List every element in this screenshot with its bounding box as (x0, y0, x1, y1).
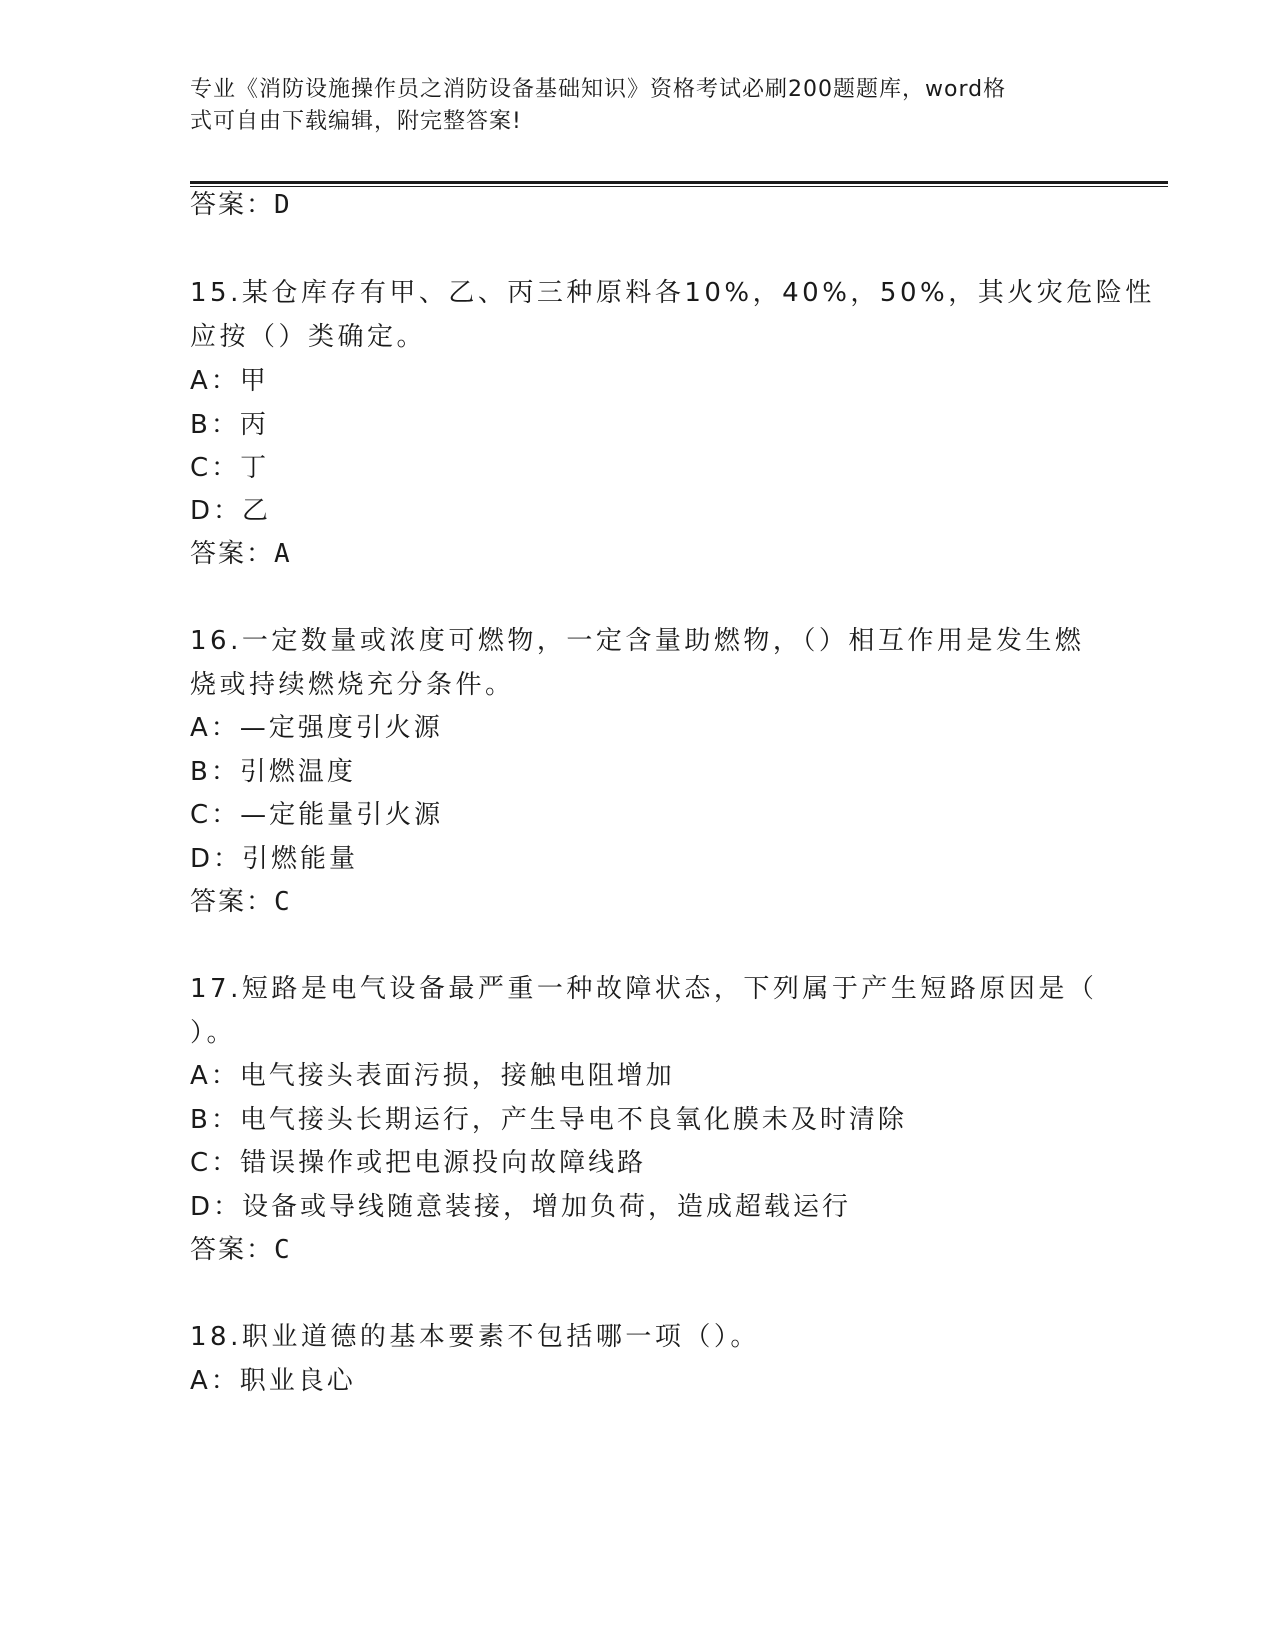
option-a: A：电气接头表面污损，接触电阻增加 (190, 1061, 675, 1091)
option-d: D：乙 (190, 496, 272, 526)
option-b: B：电气接头长期运行，产生导电不良氧化膜未及时清除 (190, 1105, 907, 1135)
answer-value: A (274, 539, 292, 569)
answer-label: 答案： (190, 887, 275, 917)
option-a: A：甲 (190, 366, 269, 396)
answer-value: C (274, 1235, 292, 1265)
option-c: C：丁 (190, 453, 270, 483)
option-d: D：设备或导线随意装接，增加负荷，造成超载运行 (190, 1192, 852, 1222)
page-header (190, 74, 1090, 138)
answer-label: 答案： (190, 190, 275, 220)
question-text-line: 18.职业道德的基本要素不包括哪一项（）。 (190, 1322, 760, 1352)
question-text-line: 15.某仓库存有甲、乙、丙三种原料各10%，40%，50%，其火灾危险性 (190, 278, 1155, 308)
header-line-1: 专业《消防设施操作员之消防设备基础知识》资格考试必刷200题题库，word格 (190, 77, 1007, 102)
answer (190, 1233, 1110, 1267)
header-rule-thin (190, 186, 1168, 187)
option-c: C：—定能量引火源 (190, 800, 444, 830)
header-line-2: 式可自由下载编辑，附完整答案! (190, 109, 522, 134)
option-a: A：—定强度引火源 (190, 713, 443, 743)
answer-label: 答案： (190, 539, 275, 569)
option-d: D：引燃能量 (190, 844, 359, 874)
option-a: A：职业良心 (190, 1366, 356, 1396)
answer-label: 答案： (190, 1235, 275, 1265)
header-rule (190, 181, 1168, 184)
option-b: B：引燃温度 (190, 757, 356, 787)
answer-value: C (274, 887, 292, 917)
question-text-line: ）。 (190, 1018, 237, 1048)
option-c: C：错误操作或把电源投向故障线路 (190, 1148, 647, 1178)
question-text-line: 16.一定数量或浓度可燃物，一定含量助燃物，（）相互作用是发生燃 (190, 626, 1085, 656)
question-text-line: 17.短路是电气设备最严重一种故障状态，下列属于产生短路原因是（ (190, 974, 1098, 1004)
question-text-line: 应按（）类确定。 (190, 322, 427, 352)
answer (190, 537, 1110, 571)
answer-value: D (274, 190, 292, 220)
prev-answer (190, 188, 1110, 222)
answer (190, 885, 1110, 919)
question-text-line: 烧或持续燃烧充分条件。 (190, 670, 515, 700)
option-b: B：丙 (190, 410, 269, 440)
